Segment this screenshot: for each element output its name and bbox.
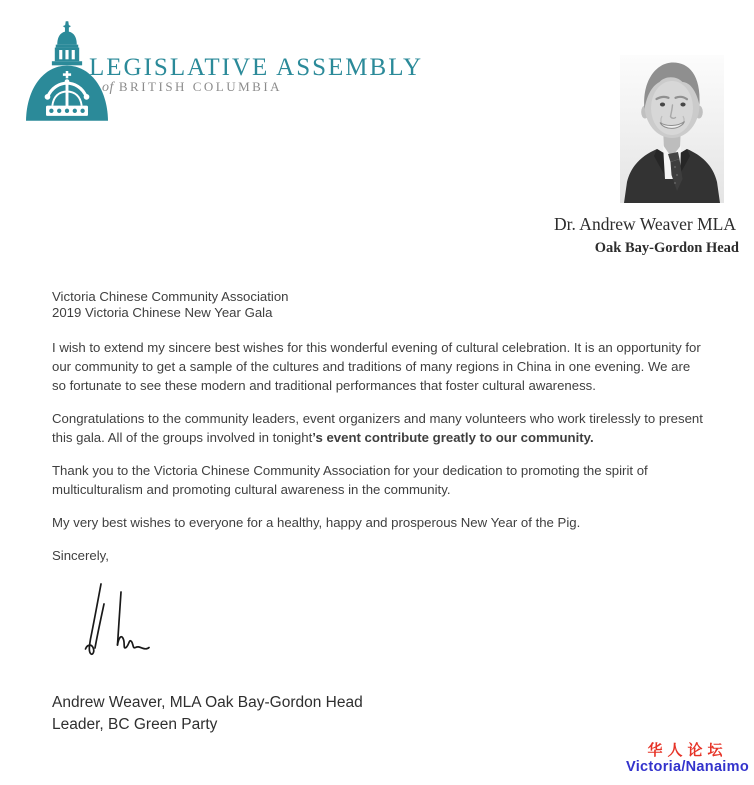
letterhead-subtitle bbox=[102, 79, 282, 96]
letter-body bbox=[52, 289, 704, 736]
paragraph-2-start: Congratulations to the community leaders, event organizers and many volunteers who work tirelessly to present this gala. All of the groups involved in tonight bbox=[52, 411, 703, 445]
official-name: Dr. Andrew Weaver MLA bbox=[554, 214, 736, 234]
paragraph-4: My very best wishes to everyone for a healthy, happy and prosperous New Year of the Pig. bbox=[52, 515, 581, 530]
sender-block bbox=[52, 692, 704, 736]
sender-name: Andrew Weaver, MLA Oak Bay-Gordon Head bbox=[52, 694, 363, 711]
forum-watermark bbox=[626, 743, 749, 775]
sender-title: Leader, BC Green Party bbox=[52, 716, 218, 733]
letterhead-subtitle-of: of bbox=[102, 80, 114, 95]
paragraph-1: I wish to extend my sincere best wishes for this wonderful evening of cultural celebration. It is an opportunity for our community to get a sample of the cultures and traditions of many regions in China in one evening. We are so fortunate to see these modern and traditional performances that foster cultural awareness. bbox=[52, 340, 701, 393]
paragraph-2 bbox=[52, 409, 704, 447]
signature-icon bbox=[78, 582, 150, 662]
portrait-photo-image bbox=[620, 55, 724, 203]
portrait-photo bbox=[620, 55, 724, 203]
letterhead-subtitle-province: BRITISH COLUMBIA bbox=[118, 79, 283, 94]
letterhead-title: LEGISLATIVE ASSEMBLY bbox=[89, 54, 424, 81]
recipient-block bbox=[52, 289, 704, 320]
official-riding: Oak Bay-Gordon Head bbox=[594, 240, 739, 256]
closing-salutation: Sincerely, bbox=[52, 548, 109, 563]
recipient-line-2: 2019 Victoria Chinese New Year Gala bbox=[52, 304, 273, 320]
watermark-latin-text: Victoria/Nanaimo bbox=[626, 759, 749, 775]
paragraph-3: Thank you to the Victoria Chinese Community Association for your dedication to promoting the spirit of multiculturalism and promoting cultural awareness in the community. bbox=[52, 463, 648, 497]
paragraph-2-emphasis: ’s event contribute greatly to our community. bbox=[312, 430, 594, 445]
recipient-line-1: Victoria Chinese Community Association bbox=[52, 289, 289, 304]
watermark-chinese-text: 华人论坛 bbox=[647, 742, 728, 759]
